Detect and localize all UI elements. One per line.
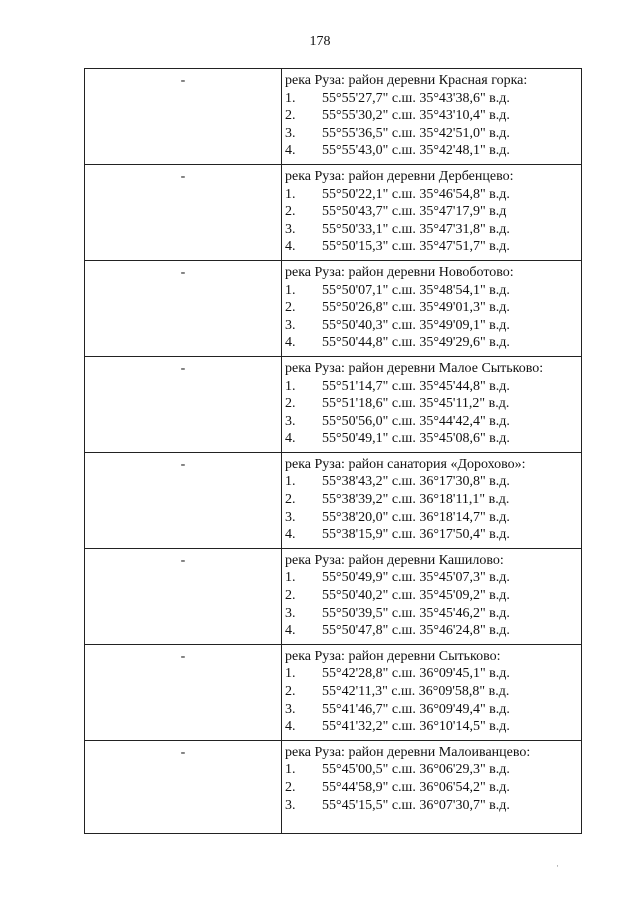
coordinate-value: 55°50'40,2" с.ш. 35°45'09,2" в.д. [322,588,510,604]
location-title: река Руза: район деревни Новоботово: [285,264,514,280]
coordinate-item [285,395,581,413]
coordinates-table [84,68,582,834]
coordinate-item [285,569,581,587]
coordinate-item [285,238,581,256]
coordinate-value: 55°50'39,5" с.ш. 35°45'46,2" в.д. [322,605,510,621]
coordinate-value: 55°38'39,2" с.ш. 36°18'11,1" в.д. [322,492,510,508]
coordinate-number: 1. [285,666,296,682]
coordinate-item [285,282,581,300]
coordinate-item [285,526,581,544]
coordinate-item [285,203,581,221]
location-cell [282,164,582,260]
coordinate-number: 4. [285,431,296,447]
coordinate-value: 55°50'15,3" с.ш. 35°47'51,7" в.д. [322,239,510,255]
coordinate-number: 1. [285,570,296,586]
coordinate-item [285,683,581,701]
row-marker: - [85,356,282,452]
coordinate-number: 1. [285,186,296,202]
coordinate-item [285,622,581,640]
location-title: река Руза: район деревни Красная горка: [285,73,528,88]
coordinate-value: 55°44'58,9" с.ш. 36°06'54,2" в.д. [322,779,510,795]
location-title: река Руза: район деревни Кашилово: [285,552,504,568]
table-row [85,164,582,260]
coordinate-number: 2. [285,779,296,795]
coordinate-value: 55°41'32,2" с.ш. 36°10'14,5" в.д. [322,719,510,735]
coordinate-item [285,779,581,797]
table-body [85,69,582,834]
coordinate-number: 2. [285,300,296,316]
coordinate-value: 55°51'18,6" с.ш. 35°45'11,2" в.д. [322,396,510,412]
scan-mark: · [556,861,559,871]
table-row [85,356,582,452]
coordinate-item [285,142,581,160]
location-title: река Руза: район деревни Малоиванцево: [285,744,531,760]
coordinate-value: 55°50'49,9" с.ш. 35°45'07,3" в.д. [322,570,510,586]
coordinate-item [285,107,581,125]
coordinate-item [285,761,581,779]
table-row [85,548,582,644]
location-title: река Руза: район деревни Малое Сытьково: [285,360,544,376]
coordinate-item [285,378,581,396]
coordinate-item [285,587,581,605]
coordinate-value: 55°50'26,8" с.ш. 35°49'01,3" в.д. [322,300,510,316]
coordinate-number: 1. [285,762,296,778]
coordinate-number: 4. [285,623,296,639]
table-row [85,452,582,548]
location-cell [282,260,582,356]
coordinate-item [285,299,581,317]
coordinate-item [285,186,581,204]
coordinate-number: 2. [285,396,296,412]
coordinate-number: 4. [285,719,296,735]
coordinate-item [285,509,581,527]
coordinate-item [285,473,581,491]
coordinate-number: 4. [285,143,296,159]
row-marker: - [85,740,282,833]
table-row [85,740,582,833]
table-row [85,69,582,165]
coordinate-value: 55°50'47,8" с.ш. 35°46'24,8" в.д. [322,623,510,639]
coordinate-item [285,413,581,431]
coordinate-value: 55°42'28,8" с.ш. 36°09'45,1" в.д. [322,666,510,682]
coordinate-value: 55°50'56,0" с.ш. 35°44'42,4" в.д. [322,413,510,429]
location-title: река Руза: район санатория «Дорохово»: [285,456,526,472]
table-row [85,644,582,740]
coordinate-number: 3. [285,509,296,525]
coordinate-value: 55°41'46,7" с.ш. 36°09'49,4" в.д. [322,701,510,717]
coordinate-number: 1. [285,474,296,490]
row-marker: - [85,548,282,644]
coordinate-value: 55°45'00,5" с.ш. 36°06'29,3" в.д. [322,762,510,778]
coordinate-item [285,90,581,108]
coordinate-value: 55°55'36,5" с.ш. 35°42'51,0" в.д. [322,125,510,141]
coordinate-number: 2. [285,492,296,508]
coordinate-item [285,718,581,736]
coordinate-number: 2. [285,684,296,699]
row-marker: - [85,644,282,740]
row-marker: - [85,164,282,260]
table-row [85,260,582,356]
coordinate-value: 55°38'20,0" с.ш. 36°18'14,7" в.д. [322,509,510,525]
coordinate-value: 55°50'43,7" с.ш. 35°47'17,9" в.д [322,204,507,220]
coordinate-item [285,430,581,448]
location-cell [282,644,582,740]
coordinate-item [285,125,581,143]
coordinate-number: 3. [285,701,296,717]
coordinate-number: 3. [285,317,296,333]
page-number: 178 [309,34,331,49]
coordinate-item [285,797,581,815]
coordinate-number: 1. [285,378,296,394]
coordinate-item [285,221,581,239]
coordinate-value: 55°38'15,9" с.ш. 36°17'50,4" в.д. [322,527,510,543]
coordinate-number: 4. [285,335,296,351]
coordinate-item [285,334,581,352]
coordinate-item [285,491,581,509]
location-title: река Руза: район деревни Сытьково: [285,648,501,664]
coordinate-number: 3. [285,125,296,141]
coordinate-value: 55°55'30,2" с.ш. 35°43'10,4" в.д. [322,108,510,124]
coordinate-number: 2. [285,204,296,220]
coordinate-number: 3. [285,605,296,621]
coordinate-value: 55°55'43,0" с.ш. 35°42'48,1" в.д. [322,143,510,159]
coordinate-number: 3. [285,413,296,429]
coordinate-value: 55°51'14,7" с.ш. 35°45'44,8" в.д. [322,378,510,394]
coordinate-number: 3. [285,221,296,237]
coordinate-value: 55°38'43,2" с.ш. 36°17'30,8" в.д. [322,474,510,490]
row-marker: - [85,452,282,548]
coordinate-number: 4. [285,239,296,255]
location-title: река Руза: район деревни Дербенцево: [285,168,514,184]
coordinate-value: 55°50'07,1" с.ш. 35°48'54,1" в.д. [322,282,510,298]
coordinate-value: 55°55'27,7" с.ш. 35°43'38,6" в.д. [322,90,510,106]
coordinate-value: 55°50'49,1" с.ш. 35°45'08,6" в.д. [322,431,510,447]
coordinate-item [285,701,581,719]
location-cell [282,452,582,548]
coordinate-item [285,317,581,335]
coordinate-number: 1. [285,90,296,106]
coordinate-value: 55°42'11,3" с.ш. 36°09'58,8" в.д. [322,684,510,699]
coordinate-number: 2. [285,588,296,604]
location-cell [282,69,582,165]
coordinate-item [285,665,581,683]
coordinate-number: 2. [285,108,296,124]
location-cell [282,356,582,452]
coordinate-value: 55°50'44,8" с.ш. 35°49'29,6" в.д. [322,335,510,351]
coordinate-number: 3. [285,797,296,813]
coordinate-value: 55°50'40,3" с.ш. 35°49'09,1" в.д. [322,317,510,333]
location-cell [282,740,582,833]
coordinate-item [285,605,581,623]
location-cell [282,548,582,644]
coordinate-value: 55°50'33,1" с.ш. 35°47'31,8" в.д. [322,221,510,237]
row-marker: - [85,260,282,356]
coordinate-value: 55°45'15,5" с.ш. 36°07'30,7" в.д. [322,797,510,813]
coordinate-number: 1. [285,282,296,298]
coordinate-value: 55°50'22,1" с.ш. 35°46'54,8" в.д. [322,186,510,202]
coordinate-number: 4. [285,527,296,543]
row-marker: - [85,69,282,165]
